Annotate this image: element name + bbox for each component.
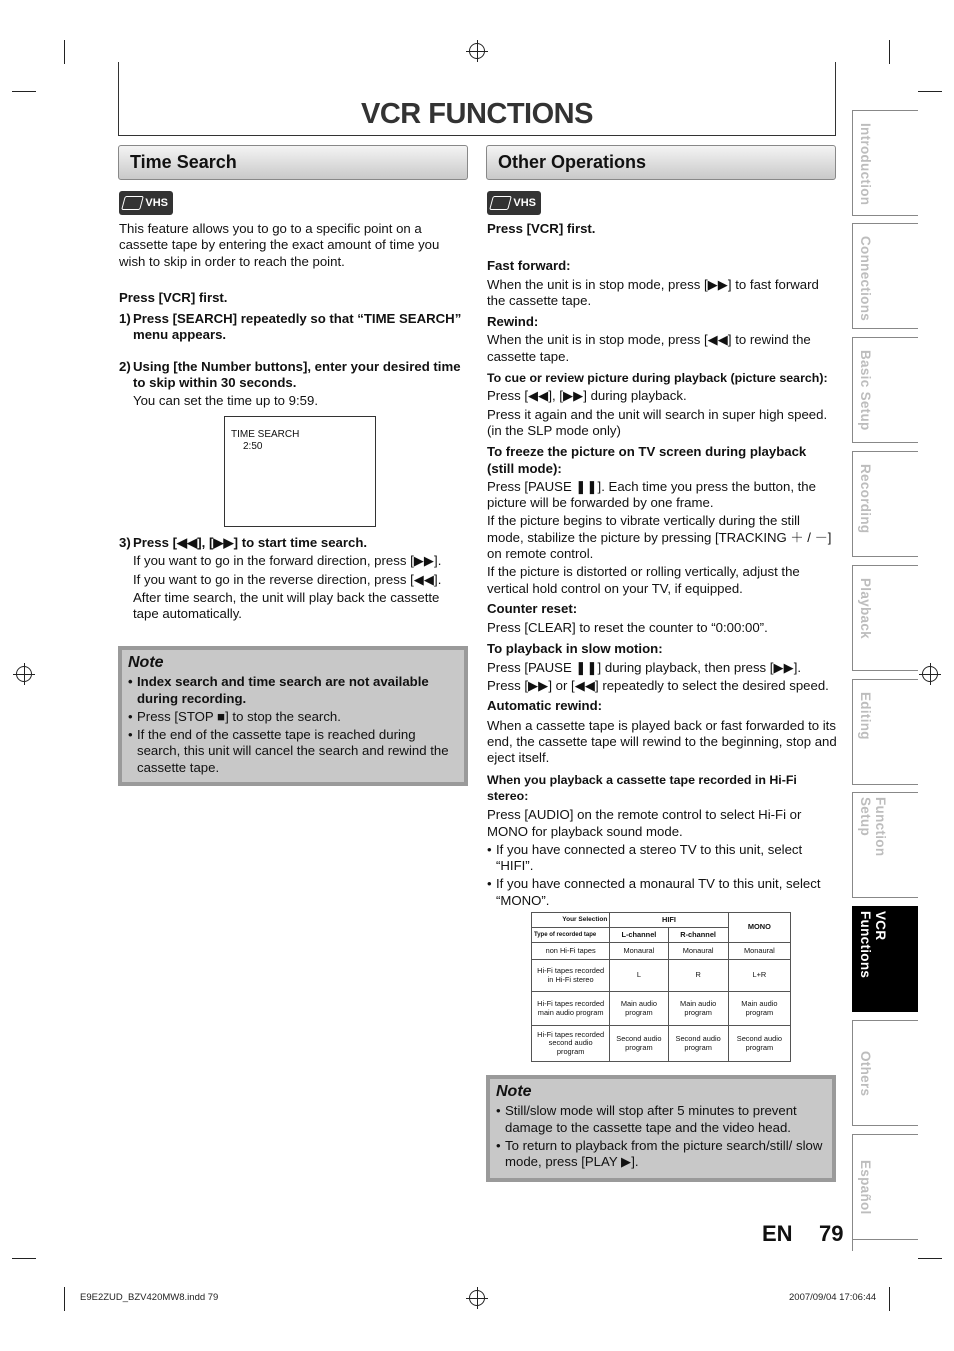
- tab-basic-setup[interactable]: Basic Setup: [852, 337, 918, 443]
- table-cell: Monaural: [728, 943, 790, 960]
- vhs-badge-icon: VHS: [119, 191, 173, 215]
- picture-search-heading: To cue or review picture during playback (picture search):: [487, 371, 828, 386]
- footer-file: E9E2ZUD_BZV420MW8.indd 79: [80, 1292, 219, 1303]
- note-title: Note: [496, 1083, 532, 1100]
- note-item: • Index search and time search are not available during recording.: [128, 674, 429, 706]
- fast-forward-text: When the unit is in stop mode, press [▶▶] to fast forward the cassette tape.: [487, 276, 819, 308]
- counter-reset-heading: Counter reset:: [487, 600, 578, 616]
- other-operations-column: [487, 221, 837, 909]
- slow-motion-text: Press [▶▶] or [◀◀] repeatedly to select the desired speed.: [487, 678, 829, 694]
- step-number: 2): [119, 358, 131, 374]
- step-2: [119, 359, 467, 392]
- step-2-sub: You can set the time up to 9:59.: [133, 393, 318, 409]
- auto-rewind-text: When a cassette tape is played back or fast forwarded to its end, the cassette tape will rewind to the beginning, stop and eject itself.: [487, 717, 837, 766]
- crop-mark: [918, 1258, 942, 1259]
- tab-others[interactable]: Others: [852, 1020, 918, 1126]
- still-mode-text: Press [PAUSE ❚❚]. Each time you press the button, the picture will be forwarded by one frame.: [487, 478, 816, 511]
- hifi-bullet: • If you have connected a monaural TV to this unit, select “MONO”.: [487, 876, 821, 908]
- table-cell: R: [668, 960, 728, 992]
- rewind-text: When the unit is in stop mode, press [◀◀] to rewind the cassette tape.: [487, 332, 811, 364]
- slow-motion-heading: To playback in slow motion:: [487, 640, 663, 656]
- counter-reset-text: Press [CLEAR] to reset the counter to “0:00:00”.: [487, 620, 768, 636]
- tab-recording[interactable]: Recording: [852, 451, 918, 557]
- note-item: • If the end of the cassette tape is reached during search, this unit will cancel the search and rewind the cassette tape.: [128, 727, 449, 775]
- picture-search-text: Press it again and the unit will search in super high speed. (in the SLP mode only): [487, 406, 828, 438]
- table-row: [532, 943, 791, 960]
- crop-mark: [889, 1287, 890, 1311]
- tab-editing[interactable]: Editing: [852, 679, 918, 785]
- registration-mark-icon: [469, 43, 485, 59]
- table-cell: Hi-Fi tapes recorded second audio program: [532, 1026, 610, 1062]
- table-cell: non Hi-Fi tapes: [532, 943, 610, 960]
- tab-connections[interactable]: Connections: [852, 223, 918, 329]
- note-item: • Still/slow mode will stop after 5 minutes to prevent damage to the cassette tape and the video head.: [496, 1103, 797, 1135]
- slow-motion-text: Press [PAUSE ❚❚] during playback, then press [▶▶].: [487, 659, 802, 675]
- table-header-your-selection: Your Selection: [532, 913, 610, 928]
- step-text: Press [SEARCH] repeatedly so that “TIME SEARCH” menu appears.: [133, 311, 462, 343]
- crop-mark: [64, 1287, 65, 1311]
- tab-espanol[interactable]: Español: [852, 1134, 918, 1240]
- section-header-time-search: Time Search: [118, 145, 468, 180]
- note-box-left: [118, 646, 468, 786]
- table-cell: L: [610, 960, 668, 992]
- table-cell: Main audio program: [610, 992, 668, 1026]
- table-cell: Main audio program: [668, 992, 728, 1026]
- registration-mark-icon: [922, 666, 938, 682]
- intro-text: This feature allows you to go to a specific point on a cassette tape by entering the exact amount of time you wish to skip in order to reach the point.: [119, 221, 440, 269]
- table-row: [532, 960, 791, 992]
- tab-introduction[interactable]: Introduction: [852, 110, 918, 216]
- table-cell: Second audio program: [610, 1026, 668, 1062]
- table-header-l-channel: L-channel: [610, 928, 668, 943]
- step-3-reverse: If you want to go in the reverse direction, press [◀◀].: [133, 571, 442, 587]
- language-label: EN: [762, 1221, 793, 1246]
- step-text: Using [the Number buttons], enter your desired time to skip within 30 seconds.: [133, 358, 461, 391]
- page-number-divider: [852, 1205, 853, 1251]
- picture-search-text: Press [◀◀], [▶▶] during playback.: [487, 388, 687, 404]
- step-text: Press [◀◀], [▶▶] to start time search.: [133, 535, 368, 550]
- time-search-column: [119, 221, 467, 410]
- step-3: [119, 535, 467, 551]
- time-search-screen: [224, 416, 376, 527]
- table-cell: L+R: [728, 960, 790, 992]
- step-1: [119, 311, 467, 344]
- table-header-type: Type of recorded tape: [532, 928, 610, 943]
- table-cell: Second audio program: [668, 1026, 728, 1062]
- hifi-heading: When you playback a cassette tape recorded in Hi-Fi stereo:: [487, 772, 797, 803]
- registration-mark-icon: [16, 666, 32, 682]
- crop-mark: [12, 1258, 36, 1259]
- hifi-bullet: • If you have connected a stereo TV to this unit, select “HIFI”.: [487, 841, 803, 874]
- step-number: 3): [119, 535, 131, 550]
- page-title: VCR FUNCTIONS: [361, 98, 593, 130]
- table-row: [532, 992, 791, 1026]
- table-cell: Second audio program: [728, 1026, 790, 1062]
- table-cell: Main audio program: [728, 992, 790, 1026]
- table-header-mono: MONO: [728, 913, 790, 943]
- crop-mark: [12, 91, 36, 92]
- page-number: 79: [819, 1221, 844, 1246]
- step-3-forward: If you want to go in the forward direction, press [▶▶].: [133, 553, 442, 569]
- crop-mark: [889, 40, 890, 64]
- tab-playback[interactable]: Playback: [852, 565, 918, 671]
- rewind-heading: Rewind:: [487, 314, 539, 330]
- crop-mark: [64, 40, 65, 64]
- auto-rewind-heading: Automatic rewind:: [487, 698, 603, 714]
- tab-function-setup[interactable]: Function Setup: [852, 792, 918, 898]
- table-cell: Monaural: [610, 943, 668, 960]
- note-item: • To return to playback from the picture search/still/ slow mode, press [PLAY ▶].: [496, 1137, 823, 1170]
- press-vcr-first: Press [VCR] first.: [487, 221, 596, 236]
- tab-vcr-functions[interactable]: VCR Functions: [852, 906, 918, 1012]
- hifi-text: Press [AUDIO] on the remote control to select Hi-Fi or MONO for playback sound mode.: [487, 807, 802, 839]
- table-header-hifi: HIFI: [610, 913, 728, 928]
- hifi-audio-table: [531, 912, 791, 1062]
- footer-date: 2007/09/04 17:06:44: [789, 1292, 877, 1303]
- time-search-step3: [119, 535, 467, 622]
- table-header-r-channel: R-channel: [668, 928, 728, 943]
- fast-forward-heading: Fast forward:: [487, 258, 571, 274]
- table-cell: Monaural: [668, 943, 728, 960]
- step-number: 1): [119, 311, 131, 327]
- osd-title: TIME SEARCH: [231, 429, 300, 440]
- note-title: Note: [128, 654, 164, 671]
- section-header-other-operations: Other Operations: [486, 145, 836, 180]
- registration-mark-icon: [469, 1290, 485, 1306]
- table-row: [532, 1026, 791, 1062]
- press-vcr-first: Press [VCR] first.: [119, 289, 228, 305]
- table-cell: Hi-Fi tapes recorded in Hi-Fi stereo: [532, 960, 610, 992]
- vhs-badge-icon: VHS: [487, 191, 541, 215]
- step-3-after: After time search, the unit will play back the cassette tape automatically.: [133, 589, 440, 622]
- osd-time: 2:50: [243, 441, 263, 452]
- still-mode-text: If the picture is distorted or rolling vertically, adjust the vertical hold control on your TV, if equipped.: [487, 564, 800, 596]
- table-cell: Hi-Fi tapes recorded main audio program: [532, 992, 610, 1026]
- note-item: • Press [STOP ■] to stop the search.: [128, 708, 341, 724]
- still-mode-text: If the picture begins to vibrate vertically during the still mode, stabilize the picture by pressing [TRACKING ＋ / －] on remote control.: [487, 513, 832, 562]
- crop-mark: [918, 91, 942, 92]
- note-box-right: [486, 1075, 836, 1182]
- still-mode-heading: To freeze the picture on TV screen during playback (still mode):: [487, 444, 807, 476]
